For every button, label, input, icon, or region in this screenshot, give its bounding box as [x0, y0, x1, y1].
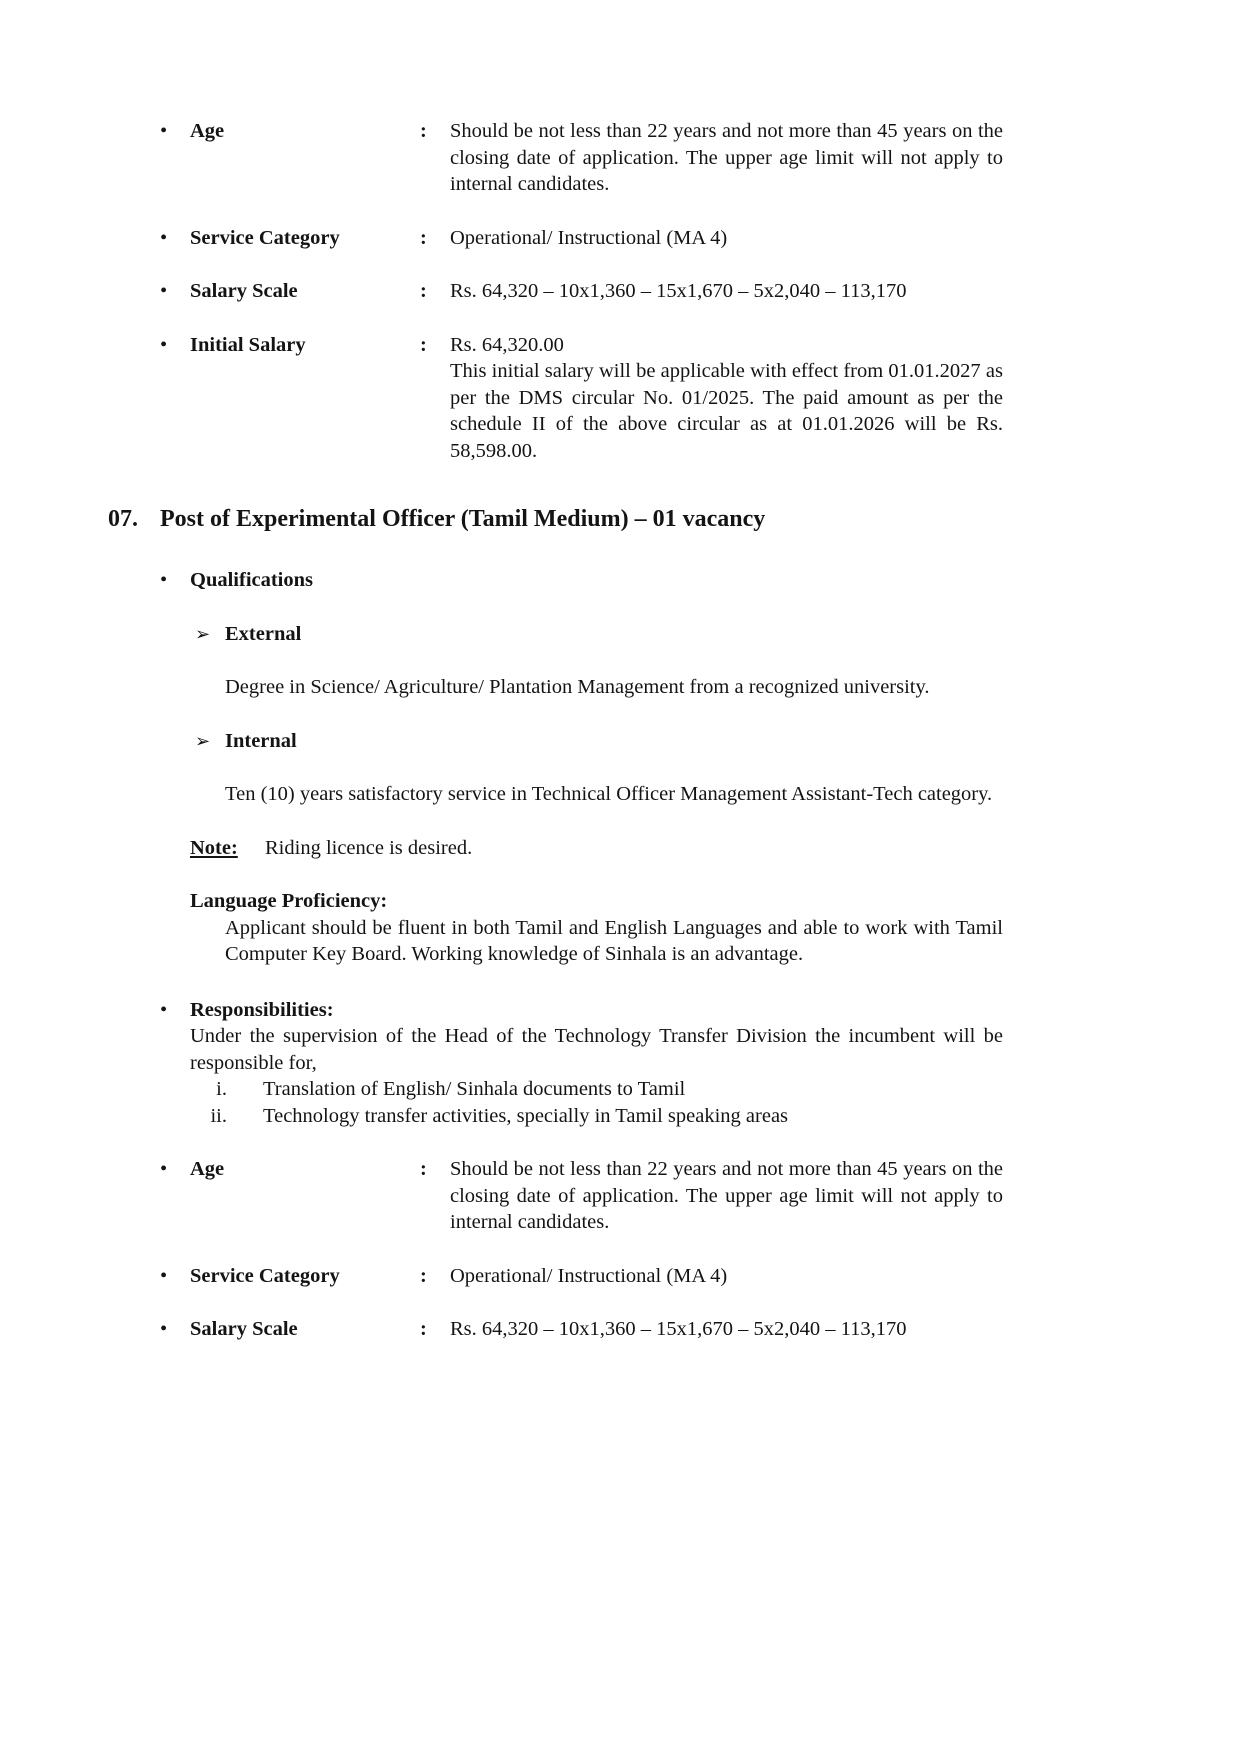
post-number: 07.	[108, 506, 138, 532]
note-line	[190, 835, 1003, 862]
bullet-icon: •	[160, 569, 168, 591]
responsibilities-section	[108, 997, 1003, 1130]
field-label-age: Age	[190, 120, 225, 142]
field-value-age: Should be not less than 22 years and not more than 45 years on the closing date of application. The upper age limit will not apply to internal candidates.	[450, 120, 1003, 195]
field-label-age: Age	[190, 1158, 225, 1180]
qualifications-label: Qualifications	[190, 569, 314, 591]
field-salary-scale-top	[160, 278, 1003, 305]
responsibilities-heading	[160, 997, 1003, 1024]
field-colon: :	[420, 226, 427, 249]
field-value-salary-scale: Rs. 64,320 – 10x1,360 – 15x1,670 – 5x2,040 – 113,170	[450, 1318, 907, 1340]
language-proficiency-section	[190, 888, 1003, 968]
responsibility-number: i.	[216, 1078, 227, 1100]
field-label-initial-salary: Initial Salary	[190, 333, 306, 356]
responsibility-text: Technology transfer activities, specially in Tamil speaking areas	[263, 1104, 789, 1127]
field-colon: :	[420, 1158, 427, 1180]
responsibilities-intro: Under the supervision of the Head of the Technology Transfer Division the incumbent will be responsible for,	[190, 1025, 1003, 1074]
arrow-bullet-icon: ➢	[195, 623, 211, 644]
qualifications-heading	[160, 567, 1003, 594]
qualification-external-heading	[195, 621, 1003, 648]
field-age-bottom	[160, 1156, 1003, 1236]
responsibility-text: Translation of English/ Sinhala documents to Tamil	[263, 1078, 686, 1100]
field-label-service-category: Service Category	[190, 226, 340, 249]
field-initial-salary-top	[160, 332, 1003, 465]
post-heading	[108, 504, 1003, 535]
field-label-salary-scale: Salary Scale	[190, 1318, 298, 1340]
arrow-bullet-icon: ➢	[195, 730, 211, 751]
field-value-salary-scale: Rs. 64,320 – 10x1,360 – 15x1,670 – 5x2,040 – 113,170	[450, 280, 907, 302]
initial-salary-amount: Rs. 64,320.00	[450, 333, 564, 356]
responsibility-item	[203, 1076, 1003, 1103]
field-colon: :	[420, 120, 427, 142]
responsibility-number: ii.	[210, 1104, 227, 1127]
bullet-icon: •	[160, 1318, 168, 1340]
bullet-icon: •	[160, 1264, 168, 1287]
field-value-age: Should be not less than 22 years and not more than 45 years on the closing date of application. The upper age limit will not apply to internal candidates.	[450, 1158, 1003, 1233]
responsibilities-label: Responsibilities:	[190, 998, 334, 1021]
note-text: Riding licence is desired.	[265, 836, 473, 859]
field-colon: :	[420, 1318, 427, 1340]
bullet-icon: •	[160, 333, 168, 356]
field-value-initial-salary	[450, 332, 1003, 465]
bullet-icon: •	[160, 120, 168, 142]
responsibility-item	[203, 1103, 1003, 1130]
field-label-service-category: Service Category	[190, 1264, 340, 1287]
initial-salary-note: This initial salary will be applicable with effect from 01.01.2027 as per the DMS circular No. 01/2025. The paid amount as per the schedule II of the above circular as at 01.01.2026 will be Rs. 58,598.00.	[450, 360, 1003, 462]
field-colon: :	[420, 1264, 427, 1287]
field-age-top	[160, 118, 1003, 198]
field-label-salary-scale: Salary Scale	[190, 280, 298, 302]
language-proficiency-label: Language Proficiency:	[190, 890, 388, 912]
field-value-service-category: Operational/ Instructional (MA 4)	[450, 226, 728, 249]
qualification-internal-heading	[195, 728, 1003, 755]
bullet-icon: •	[160, 280, 168, 302]
field-colon: :	[420, 333, 427, 356]
language-proficiency-text: Applicant should be fluent in both Tamil and English Languages and able to work with Tamil Computer Key Board. Working knowledge of Sinhala is an advantage.	[225, 916, 1003, 965]
internal-qualification-text: Ten (10) years satisfactory service in Technical Officer Management Assistant-Tech category.	[225, 783, 993, 805]
internal-label: Internal	[225, 729, 297, 752]
field-salary-scale-bottom	[160, 1316, 1003, 1343]
bullet-icon: •	[160, 998, 168, 1021]
bullet-icon: •	[160, 1158, 168, 1180]
field-value-service-category: Operational/ Instructional (MA 4)	[450, 1264, 728, 1287]
field-colon: :	[420, 280, 427, 302]
field-service-category-bottom	[160, 1263, 1003, 1290]
field-service-category-top	[160, 225, 1003, 252]
external-label: External	[225, 622, 302, 645]
post-title: Post of Experimental Officer (Tamil Medium) – 01 vacancy	[160, 506, 766, 532]
bullet-icon: •	[160, 226, 168, 249]
note-label: Note:	[190, 836, 238, 859]
external-qualification-text: Degree in Science/ Agriculture/ Plantation Management from a recognized university.	[225, 676, 930, 698]
